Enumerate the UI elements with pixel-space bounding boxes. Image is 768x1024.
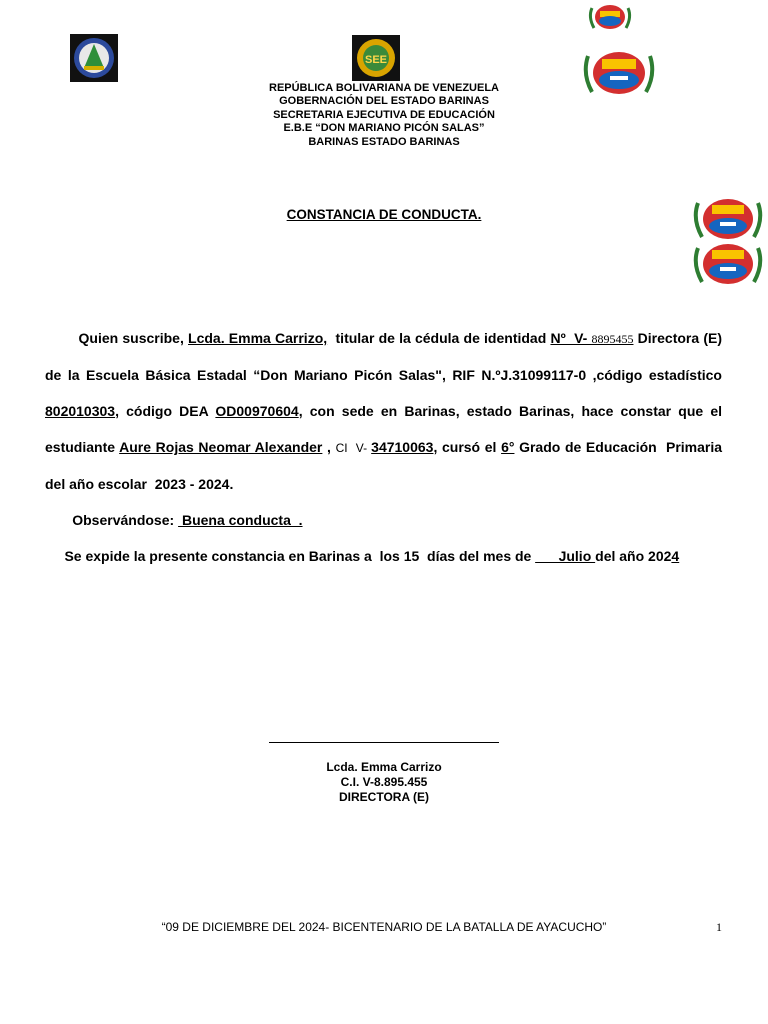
body-text: , cursó el: [433, 439, 502, 455]
year-last-digit: 4: [671, 548, 680, 564]
signature-ci: C.I. V-8.895.455: [340, 775, 428, 789]
id-label: Nº V- 8895455: [550, 330, 634, 346]
footer-text: “09 DE DICIEMBRE DEL 2024- BICENTENARIO DE LA BATALLA DE AYACUCHO”: [161, 920, 607, 934]
statistical-code: 802010303: [45, 403, 116, 419]
header-line-school: E.B.E “DON MARIANO PICÓN SALAS”: [283, 122, 485, 135]
body-text: Quien suscribe,: [45, 330, 189, 346]
svg-text:SEE: SEE: [364, 54, 388, 66]
issuance-paragraph: [45, 538, 722, 574]
id-number: 8895455: [591, 332, 634, 346]
observation-paragraph: [45, 502, 722, 538]
student-ci: 34710063: [371, 439, 434, 455]
institution-logo-left: [70, 34, 118, 82]
body-text: Directora (E) de la Escuela Básica Estadal “Don Mariano Picón Salas", RIF N.ºJ.31099117-0 ,código estadístico: [45, 330, 726, 383]
signer-name: Lcda. Emma Carrizo,: [188, 330, 328, 346]
certification-paragraph: [45, 320, 730, 502]
body-text: del año 202: [595, 548, 672, 564]
state-coat-of-arms: [580, 48, 658, 98]
header-line-government: GOBERNACIÓN DEL ESTADO BARINAS: [279, 95, 489, 108]
header-line-location: BARINAS ESTADO BARINAS: [308, 135, 460, 148]
month: ___Julio: [535, 548, 596, 564]
body-text: , código DEA: [115, 403, 216, 419]
signature-role: DIRECTORA (E): [339, 790, 429, 804]
student-name: Aure Rojas Neomar Alexander: [119, 439, 323, 455]
body-text: , con sede en Barinas, estado Barinas, hace constar que el estudiante: [45, 403, 726, 455]
conduct-value: Buena conducta .: [178, 512, 303, 528]
dea-code: OD00970604: [215, 403, 299, 419]
body-text: titular de la cédula de identidad: [327, 330, 551, 346]
body-text: Grado de Educación Primaria del año escolar 2023 - 2024.: [45, 439, 730, 492]
letterhead: [234, 82, 534, 149]
observation-label: Observándose:: [45, 512, 179, 528]
signature-block: [0, 760, 768, 805]
header-line-republic: REPÚBLICA BOLIVARIANA DE VENEZUELA: [269, 82, 499, 94]
document-title: CONSTANCIA DE CONDUCTA.: [286, 207, 482, 222]
signature-name: Lcda. Emma Carrizo: [326, 760, 442, 774]
page-number: 1: [716, 920, 722, 934]
signature-line: [269, 742, 499, 743]
body-text: ,: [322, 439, 336, 455]
document-body: [45, 320, 730, 574]
body-text: Se expide la presente constancia en Barinas a los 15 días del mes de: [45, 548, 536, 564]
grade: 6°: [501, 439, 515, 455]
ci-label: CI V-: [335, 441, 372, 455]
institution-logo-center: [352, 35, 400, 81]
state-coat-of-arms-bottom-right: [690, 240, 766, 288]
header-line-secretariat: SECRETARIA EJECUTIVA DE EDUCACIÓN: [273, 108, 495, 121]
state-coat-of-arms-small: [586, 2, 634, 32]
